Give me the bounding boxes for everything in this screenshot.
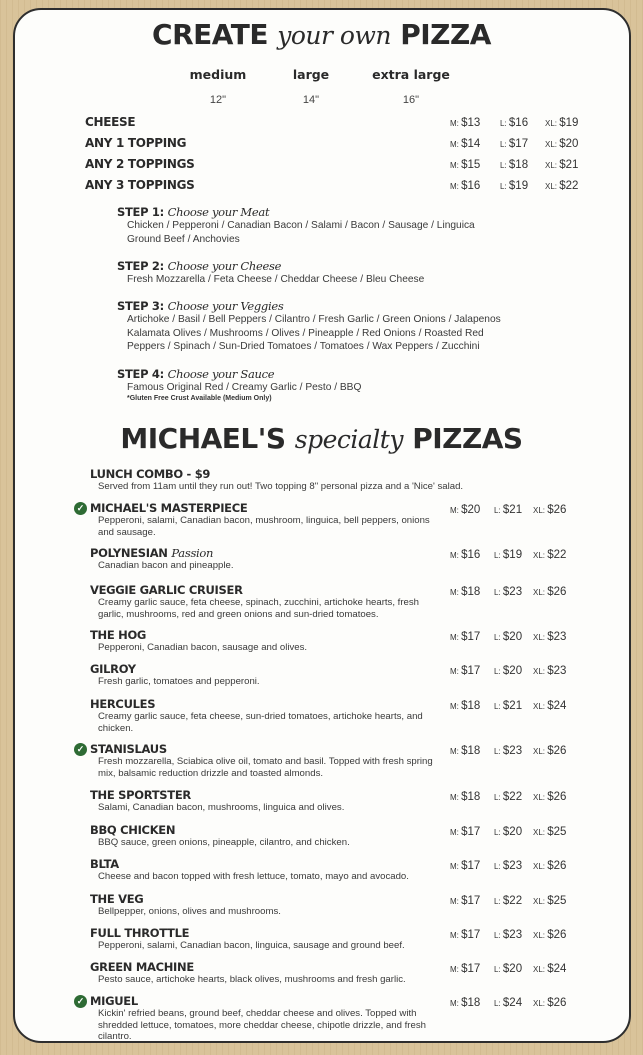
- price-l: [494, 549, 522, 561]
- pizza-description: Fresh mozzarella, Sciabica olive oil, tomato and basil. Topped with fresh spring mix, balsamic reduction drizzle and toasted almonds.: [98, 756, 433, 779]
- pizza-name: [90, 926, 189, 940]
- price-xl: [533, 929, 566, 941]
- pizza-name: [90, 742, 167, 756]
- price-size-label: L:: [494, 633, 503, 642]
- price-xl: [533, 631, 566, 643]
- price-size-label: L:: [494, 551, 503, 560]
- price-size-label: M:: [450, 828, 462, 837]
- price-m: [450, 180, 480, 192]
- price-size-label: L:: [494, 506, 503, 515]
- price-m: [450, 929, 480, 941]
- pizza-name-text: FULL THROTTLE: [90, 926, 190, 940]
- price-value: $20: [502, 631, 523, 643]
- pizza-description: Creamy garlic sauce, feta cheese, sun-dried tomatoes, artichoke hearts, and chicken.: [98, 711, 423, 734]
- step-option-line: Kalamata Olives / Mushrooms / Olives / Pineapple / Red Onions / Roasted Red: [127, 327, 484, 339]
- pizza-description: Pepperoni, Canadian bacon, sausage and olives.: [98, 642, 308, 653]
- price-value: $22: [502, 791, 523, 803]
- price-value: $26: [547, 860, 567, 872]
- price-m: [450, 665, 480, 677]
- price-m: [450, 700, 480, 712]
- price-value: $25: [547, 895, 567, 907]
- price-size-label: L:: [494, 897, 503, 906]
- price-l: [494, 895, 522, 907]
- pizza-name: [90, 501, 247, 515]
- checkmark-circle-icon: ✓: [74, 743, 87, 756]
- pizza-name: [90, 628, 146, 642]
- price-xl: [533, 963, 566, 975]
- price-value: $18: [461, 586, 481, 598]
- specialty-title-word-2: specialty: [294, 425, 403, 454]
- step-option-line: Peppers / Spinach / Sun-Dried Tomatoes / Tomatoes / Wax Peppers / Zucchini: [127, 341, 480, 353]
- price-l: [494, 631, 522, 643]
- price-value: $21: [502, 504, 523, 516]
- create-title-word-3: PIZZA: [400, 18, 491, 51]
- price-size-label: L:: [494, 793, 503, 802]
- step-option-line: Chicken / Pepperoni / Canadian Bacon / Salami / Bacon / Sausage / Linguica: [127, 220, 475, 231]
- price-size-label: XL:: [545, 182, 560, 191]
- step-title: [117, 205, 547, 219]
- price-size-label: XL:: [533, 965, 548, 974]
- price-xl: [533, 700, 566, 712]
- pizza-name-text: THE SPORTSTER: [90, 788, 191, 802]
- price-size-label: L:: [494, 862, 503, 871]
- checkmark-circle-icon: ✓: [74, 995, 87, 1008]
- price-value: $18: [508, 159, 529, 171]
- step-block: [117, 205, 547, 246]
- pizza-name-script: Passion: [171, 546, 214, 560]
- price-value: $20: [461, 504, 481, 516]
- price-size-label: M:: [450, 182, 462, 191]
- price-l: [494, 504, 522, 516]
- price-value: $22: [502, 895, 523, 907]
- price-l: [494, 860, 522, 872]
- step-number: STEP 2:: [117, 259, 168, 273]
- price-m: [450, 159, 480, 171]
- price-value: $20: [502, 963, 523, 975]
- create-row-name: CHEESE: [85, 115, 136, 129]
- pizza-name-text: VEGGIE GARLIC CRUISER: [90, 583, 243, 597]
- step-number: STEP 4:: [117, 367, 168, 381]
- create-title-word-2: your own: [277, 21, 391, 50]
- step-label: Choose your Veggies: [167, 299, 284, 313]
- price-m: [450, 997, 480, 1009]
- price-size-label: L:: [500, 161, 509, 170]
- price-m: [450, 138, 480, 150]
- price-size-label: XL:: [533, 793, 548, 802]
- price-size-label: XL:: [533, 702, 548, 711]
- size-name: large: [292, 67, 330, 82]
- checkmark-circle-icon: ✓: [74, 502, 87, 515]
- price-size-label: XL:: [533, 667, 548, 676]
- price-size-label: XL:: [533, 999, 548, 1008]
- price-value: $16: [461, 180, 481, 192]
- price-m: [450, 631, 480, 643]
- pizza-name-text: STANISLAUS: [90, 742, 167, 756]
- price-size-label: M:: [450, 588, 462, 597]
- price-value: $23: [547, 631, 567, 643]
- price-value: $20: [502, 826, 523, 838]
- price-size-label: L:: [494, 667, 503, 676]
- specialty-title: [0, 422, 643, 455]
- pizza-description: Cheese and bacon topped with fresh lettuce, tomato, mayo and avocado.: [98, 871, 409, 882]
- pizza-name-text: GILROY: [90, 662, 136, 676]
- size-inches: 16": [402, 94, 420, 106]
- price-value: $19: [502, 549, 523, 561]
- price-size-label: M:: [450, 506, 462, 515]
- price-size-label: M:: [450, 999, 462, 1008]
- create-row-name: ANY 1 TOPPING: [85, 136, 187, 150]
- size-name: extra large: [372, 67, 450, 82]
- step-label: Choose your Meat: [167, 205, 270, 219]
- price-size-label: L:: [494, 999, 503, 1008]
- price-value: $26: [547, 586, 567, 598]
- pizza-name: [90, 892, 143, 906]
- price-size-label: XL:: [533, 551, 548, 560]
- price-size-label: L:: [494, 828, 503, 837]
- price-size-label: XL:: [533, 828, 548, 837]
- pizza-description: BBQ sauce, green onions, pineapple, cilantro, and chicken.: [98, 837, 350, 848]
- price-size-label: L:: [500, 119, 509, 128]
- price-l: [494, 929, 522, 941]
- price-size-label: XL:: [545, 140, 560, 149]
- price-l: [494, 963, 522, 975]
- pizza-name: [90, 823, 175, 837]
- price-value: $17: [461, 826, 481, 838]
- price-value: $23: [502, 860, 523, 872]
- price-xl: [545, 117, 578, 129]
- pizza-name-text: POLYNESIAN: [90, 546, 168, 560]
- pizza-name-text: LUNCH COMBO - $9: [90, 467, 211, 481]
- pizza-name-text: BLTA: [90, 857, 119, 871]
- step-number: STEP 1:: [117, 205, 168, 219]
- price-value: $22: [547, 549, 567, 561]
- step-option-line: Artichoke / Basil / Bell Peppers / Cilantro / Fresh Garlic / Green Onions / Jalapenos: [127, 314, 501, 325]
- price-l: [494, 745, 522, 757]
- step-label: Choose your Cheese: [167, 259, 282, 273]
- pizza-name-text: THE VEG: [90, 892, 144, 906]
- step-block: [117, 367, 547, 402]
- size-inches: 14": [302, 94, 320, 106]
- price-value: $21: [559, 159, 579, 171]
- price-m: [450, 860, 480, 872]
- price-size-label: M:: [450, 931, 462, 940]
- price-value: $22: [559, 180, 579, 192]
- price-size-label: L:: [494, 965, 503, 974]
- price-l: [500, 180, 528, 192]
- price-value: $26: [547, 997, 567, 1009]
- pizza-name: [90, 546, 213, 560]
- price-size-label: M:: [450, 793, 462, 802]
- price-size-label: M:: [450, 119, 462, 128]
- price-value: $18: [461, 791, 481, 803]
- price-size-label: XL:: [533, 897, 548, 906]
- price-xl: [533, 791, 566, 803]
- pizza-description: Bellpepper, onions, olives and mushrooms.: [98, 906, 281, 917]
- price-size-label: M:: [450, 747, 462, 756]
- pizza-name-text: BBQ CHICKEN: [90, 823, 176, 837]
- price-value: $17: [461, 665, 481, 677]
- price-size-label: M:: [450, 667, 462, 676]
- price-size-label: XL:: [533, 862, 548, 871]
- price-xl: [545, 159, 578, 171]
- price-m: [450, 895, 480, 907]
- price-value: $18: [461, 745, 481, 757]
- price-m: [450, 549, 480, 561]
- price-xl: [545, 138, 578, 150]
- step-block: [117, 259, 547, 287]
- pizza-description: Pesto sauce, artichoke hearts, black olives, mushrooms and fresh garlic.: [98, 974, 406, 985]
- step-label: Choose your Sauce: [167, 367, 275, 381]
- price-value: $26: [547, 504, 567, 516]
- pizza-description: Fresh garlic, tomatoes and pepperoni.: [98, 676, 260, 687]
- price-value: $24: [502, 997, 523, 1009]
- price-value: $26: [547, 745, 567, 757]
- step-option-line: Famous Original Red / Creamy Garlic / Pesto / BBQ: [127, 382, 362, 393]
- price-size-label: XL:: [545, 119, 560, 128]
- step-option-line: Fresh Mozzarella / Feta Cheese / Cheddar Cheese / Bleu Cheese: [127, 274, 425, 285]
- step-title: [117, 259, 547, 273]
- price-value: $19: [508, 180, 529, 192]
- price-value: $16: [461, 549, 481, 561]
- price-value: $24: [547, 963, 567, 975]
- price-xl: [533, 586, 566, 598]
- size-name: medium: [189, 67, 247, 82]
- price-value: $15: [461, 159, 481, 171]
- price-size-label: L:: [500, 140, 509, 149]
- price-size-label: XL:: [533, 633, 548, 642]
- price-size-label: L:: [500, 182, 509, 191]
- pizza-name: [90, 994, 138, 1008]
- step-title: [117, 299, 547, 313]
- price-l: [494, 826, 522, 838]
- price-value: $19: [559, 117, 579, 129]
- price-xl: [545, 180, 578, 192]
- price-l: [494, 791, 522, 803]
- price-value: $23: [502, 586, 523, 598]
- price-xl: [533, 665, 566, 677]
- create-title: [0, 18, 643, 51]
- pizza-name-text: MICHAEL'S MASTERPIECE: [90, 501, 248, 515]
- price-xl: [533, 549, 566, 561]
- price-size-label: XL:: [533, 747, 548, 756]
- price-value: $20: [502, 665, 523, 677]
- price-xl: [533, 504, 566, 516]
- price-m: [450, 826, 480, 838]
- pizza-name: [90, 662, 136, 676]
- price-value: $23: [502, 745, 523, 757]
- create-row-name: ANY 2 TOPPINGS: [85, 157, 195, 171]
- price-l: [500, 117, 528, 129]
- price-m: [450, 586, 480, 598]
- price-size-label: M:: [450, 140, 462, 149]
- specialty-title-word-3: PIZZAS: [412, 422, 523, 455]
- price-value: $14: [461, 138, 481, 150]
- price-l: [500, 159, 528, 171]
- price-size-label: M:: [450, 965, 462, 974]
- size-inches: 12": [209, 94, 227, 106]
- price-size-label: M:: [450, 551, 462, 560]
- create-row-name: ANY 3 TOPPINGS: [85, 178, 195, 192]
- price-m: [450, 745, 480, 757]
- pizza-name: [90, 857, 119, 871]
- step-title: [117, 367, 547, 381]
- price-value: $26: [547, 929, 567, 941]
- pizza-name-text: GREEN MACHINE: [90, 960, 194, 974]
- pizza-description: Salami, Canadian bacon, mushrooms, linguica and olives.: [98, 802, 345, 813]
- price-size-label: XL:: [545, 161, 560, 170]
- pizza-name: [90, 697, 155, 711]
- price-l: [494, 665, 522, 677]
- price-value: $23: [547, 665, 567, 677]
- price-size-label: XL:: [533, 506, 548, 515]
- price-size-label: M:: [450, 633, 462, 642]
- pizza-name-text: THE HOG: [90, 628, 147, 642]
- price-m: [450, 963, 480, 975]
- price-value: $21: [502, 700, 523, 712]
- pizza-name: [90, 960, 194, 974]
- price-size-label: M:: [450, 862, 462, 871]
- price-value: $17: [461, 860, 481, 872]
- price-xl: [533, 826, 566, 838]
- price-l: [500, 138, 528, 150]
- price-l: [494, 700, 522, 712]
- step-block: [117, 299, 547, 354]
- pizza-description: Pepperoni, salami, Canadian bacon, mushroom, linguica, bell peppers, onions and sausage.: [98, 515, 430, 538]
- price-value: $18: [461, 700, 481, 712]
- price-value: $17: [508, 138, 529, 150]
- price-xl: [533, 895, 566, 907]
- price-size-label: L:: [494, 702, 503, 711]
- price-size-label: XL:: [533, 588, 548, 597]
- price-xl: [533, 860, 566, 872]
- price-value: $18: [461, 997, 481, 1009]
- price-value: $24: [547, 700, 567, 712]
- price-m: [450, 117, 480, 129]
- pizza-description: Kickin' refried beans, ground beef, cheddar cheese and olives. Topped with shredded lettuce, tomatoes, more cheddar cheese, chipotle drizzle, and fresh cilantro.: [98, 1008, 426, 1043]
- price-value: $17: [461, 963, 481, 975]
- price-l: [494, 997, 522, 1009]
- price-size-label: XL:: [533, 931, 548, 940]
- price-m: [450, 504, 480, 516]
- pizza-name: [90, 583, 243, 597]
- price-size-label: M:: [450, 702, 462, 711]
- pizza-name: [90, 467, 210, 481]
- price-size-label: L:: [494, 931, 503, 940]
- pizza-name-text: MIGUEL: [90, 994, 138, 1008]
- price-value: $13: [461, 117, 481, 129]
- price-value: $26: [547, 791, 567, 803]
- pizza-name: [90, 788, 191, 802]
- pizza-description: Canadian bacon and pineapple.: [98, 560, 234, 571]
- price-m: [450, 791, 480, 803]
- pizza-description: Served from 11am until they run out! Two topping 8" personal pizza and a 'Nice' salad.: [98, 481, 464, 492]
- price-value: $20: [559, 138, 579, 150]
- price-value: $23: [502, 929, 523, 941]
- pizza-name-text: HERCULES: [90, 697, 156, 711]
- price-xl: [533, 997, 566, 1009]
- create-title-word-1: CREATE: [152, 18, 268, 51]
- step-option-line: Ground Beef / Anchovies: [127, 233, 240, 245]
- price-size-label: M:: [450, 897, 462, 906]
- price-value: $17: [461, 929, 481, 941]
- price-value: $17: [461, 895, 481, 907]
- price-size-label: M:: [450, 161, 462, 170]
- price-value: $25: [547, 826, 567, 838]
- pizza-description: Creamy garlic sauce, feta cheese, spinach, zucchini, artichoke hearts, fresh garlic, mushrooms, red and green onions and sun-dried tomatoes.: [98, 597, 420, 620]
- price-xl: [533, 745, 566, 757]
- price-value: $17: [461, 631, 481, 643]
- step-number: STEP 3:: [117, 299, 168, 313]
- price-l: [494, 586, 522, 598]
- pizza-description: Pepperoni, salami, Canadian bacon, linguica, sausage and ground beef.: [98, 940, 405, 951]
- price-value: $16: [508, 117, 529, 129]
- price-size-label: L:: [494, 747, 503, 756]
- price-size-label: L:: [494, 588, 503, 597]
- gluten-free-note: *Gluten Free Crust Available (Medium Only): [127, 394, 272, 402]
- specialty-title-word-1: MICHAEL'S: [120, 422, 286, 455]
